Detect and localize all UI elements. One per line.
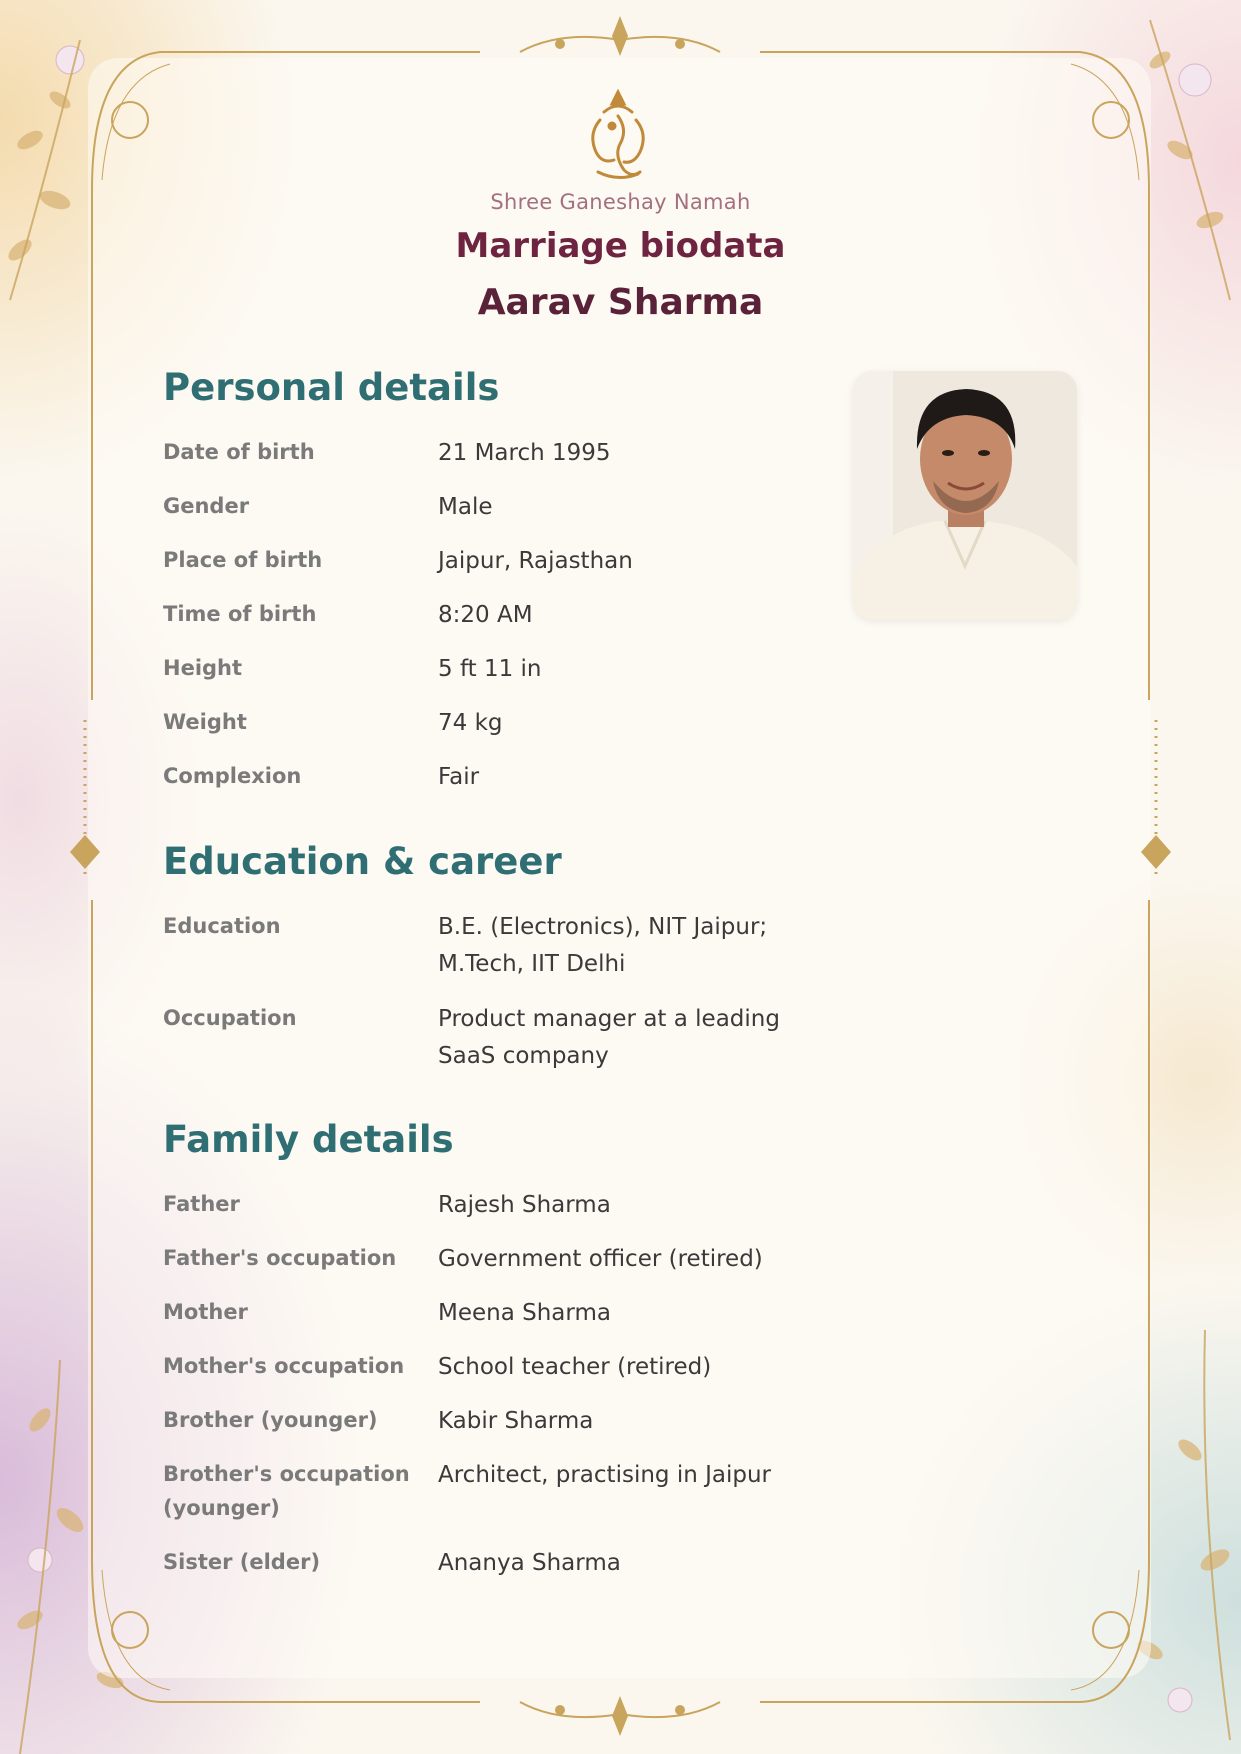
field-label: Complexion bbox=[163, 764, 302, 788]
field-label: Height bbox=[163, 656, 243, 680]
field-label: Date of birth bbox=[163, 440, 315, 464]
blessing-text: Shree Ganeshay Namah bbox=[490, 190, 751, 214]
field-value: Government officer (retired) bbox=[438, 1246, 763, 1272]
field-value: Jaipur, Rajasthan bbox=[438, 548, 633, 574]
document-title: Marriage biodata bbox=[455, 226, 786, 266]
field-label-line: (younger) bbox=[163, 1496, 280, 1520]
field-label: Sister (elder) bbox=[163, 1550, 321, 1574]
field-value: Rajesh Sharma bbox=[438, 1192, 611, 1218]
field-label: Father's occupation bbox=[163, 1246, 397, 1270]
field-label: Gender bbox=[163, 494, 250, 518]
field-value: 5 ft 11 in bbox=[438, 656, 542, 682]
section-title-education: Education & career bbox=[163, 840, 562, 883]
field-value: Fair bbox=[438, 764, 480, 790]
field-value: 8:20 AM bbox=[438, 602, 533, 628]
field-label-line: Brother's occupation bbox=[163, 1462, 410, 1486]
field-value: Ananya Sharma bbox=[438, 1550, 621, 1576]
field-label: Place of birth bbox=[163, 548, 323, 572]
field-value-line: M.Tech, IIT Delhi bbox=[438, 951, 626, 977]
field-value: 21 March 1995 bbox=[438, 440, 611, 466]
ganesha-icon bbox=[580, 86, 656, 182]
field-value bbox=[438, 909, 808, 983]
field-value: Male bbox=[438, 494, 493, 520]
field-label bbox=[163, 1457, 433, 1525]
field-label: Mother bbox=[163, 1300, 248, 1324]
field-label: Time of birth bbox=[163, 602, 317, 626]
section-title-family: Family details bbox=[163, 1118, 454, 1161]
field-value: School teacher (retired) bbox=[438, 1354, 712, 1380]
field-value-line: Product manager at a leading bbox=[438, 1006, 780, 1032]
field-value-line: B.E. (Electronics), NIT Jaipur; bbox=[438, 914, 768, 940]
field-value: Kabir Sharma bbox=[438, 1408, 594, 1434]
field-label: Brother (younger) bbox=[163, 1408, 378, 1432]
field-label: Education bbox=[163, 914, 281, 938]
person-name: Aarav Sharma bbox=[477, 282, 764, 323]
section-title-personal: Personal details bbox=[163, 366, 500, 409]
field-value: 74 kg bbox=[438, 710, 503, 736]
field-label: Father bbox=[163, 1192, 240, 1216]
field-label: Mother's occupation bbox=[163, 1354, 405, 1378]
profile-photo bbox=[853, 371, 1077, 620]
field-value: Meena Sharma bbox=[438, 1300, 611, 1326]
field-label: Occupation bbox=[163, 1006, 297, 1030]
field-value bbox=[438, 1001, 808, 1075]
field-value: Architect, practising in Jaipur bbox=[438, 1462, 771, 1488]
field-value-line: SaaS company bbox=[438, 1043, 609, 1069]
field-label: Weight bbox=[163, 710, 247, 734]
